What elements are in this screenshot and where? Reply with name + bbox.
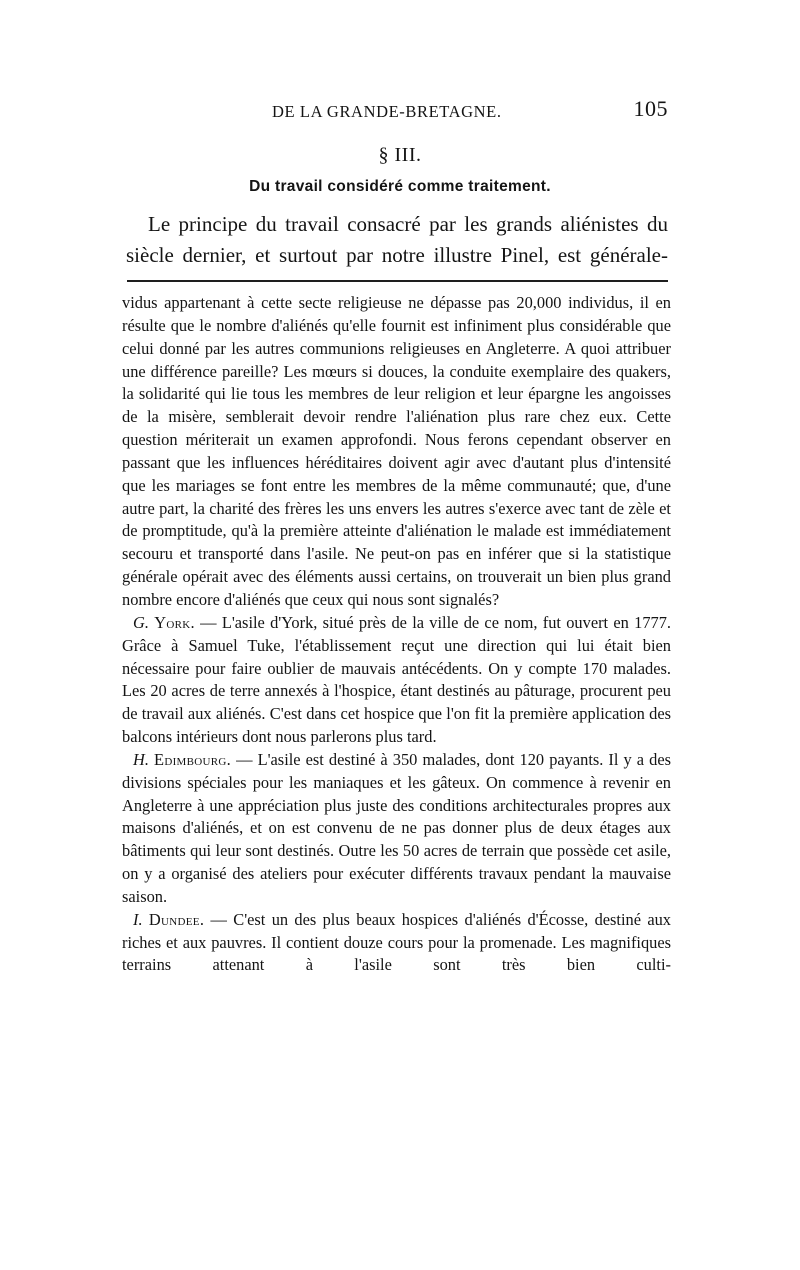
hospital-letter: I.: [133, 909, 143, 929]
hospital-text: — L'asile est destiné à 350 malades, dont 120 payants. Il y a des divisions spéciales pour les maniaques et les gâteux. On commence à revenir en Angleterre à une appréciation plus juste des conditions architecturales propres aux maisons d'aliénés, et on est convenu de ne pas donner plus de deux étages aux bâtiments qui leur sont destinés. Outre les 50 acres de terrain que possède cet asile, on y a organisé des ateliers pour exécuter différents travaux pendant la mauvaise saison.: [122, 749, 671, 906]
body-paragraph: Le principe du travail consacré par les grands aliénistes du siècle dernier, et surtout par notre illustre Pinel, est générale-: [126, 212, 668, 267]
hospital-name: York.: [154, 612, 195, 632]
hospital-text: — L'asile d'York, situé près de la ville de ce nom, fut ouvert en 1777. Grâce à Samuel Tuke, l'établissement reçut une direction qui lui était bien nécessaire pour faire oublier de mauvais antécédents. On y compte 170 malades. Les 20 acres de terre annexés à l'hospice, étant destinés au pâturage, procurent peu de travail aux aliénés. C'est dans cet hospice que l'on fit la première application des balcons intérieurs dont nous parlerons plus tard.: [122, 612, 671, 747]
hospital-entry-york: [122, 612, 671, 749]
running-head: [120, 96, 668, 130]
section-number: § III.: [378, 144, 422, 166]
running-title: DE LA GRANDE-BRETAGNE.: [272, 102, 502, 121]
footnote-block: [122, 292, 671, 977]
hospital-name: Edimbourg.: [154, 749, 232, 769]
footnote-continuation: vidus appartenant à cette secte religieuse ne dépasse pas 20,000 individus, il en résulte que le nombre d'aliénés qu'elle fournit est infiniment plus considérable que celui donné par les autres communions religieuses en Angleterre. A quoi attribuer une différence pareille? Les mœurs si douces, la conduite exemplaire des quakers, la solidarité qui lie tous les membres de leur religion et leur épargne les angoisses de la misère, semblerait devoir rendre l'aliénation plus rare chez eux. Cette question mériterait un examen approfondi. Nous ferons cependant observer en passant que les influences héréditaires doivent agir avec d'autant plus d'intensité que les mariages se font entre les membres de la même communauté; que, d'une autre part, la charité des frères les uns envers les autres s'exerce avec tant de zèle et de promptitude, qu'à la première atteinte d'aliénation le malade est immédiatement secouru et transporté dans l'asile. Ne peut-on pas en inférer que si la statistique générale opérait avec des éléments aussi certains, on trouverait un bien plus grand nombre encore d'aliénés que ceux qui nous sont signalés?: [122, 293, 671, 609]
hospital-entry-dundee: [122, 909, 671, 978]
hospital-letter: H.: [133, 749, 149, 769]
hospital-text: — C'est un des plus beaux hospices d'aliénés d'Écosse, destiné aux riches et aux pauvres. Il contient douze cours pour la promenade. Les magnifiques terrains attenant à l'asile sont très bien culti-: [122, 909, 671, 975]
footnote-separator: [127, 280, 668, 282]
hospital-letter: G.: [133, 612, 149, 632]
hospital-name: Dundee.: [148, 909, 205, 929]
hospital-entry-edimbourg: [122, 749, 671, 909]
page-number: 105: [633, 96, 668, 121]
section-title: Du travail considéré comme traitement.: [249, 178, 551, 195]
